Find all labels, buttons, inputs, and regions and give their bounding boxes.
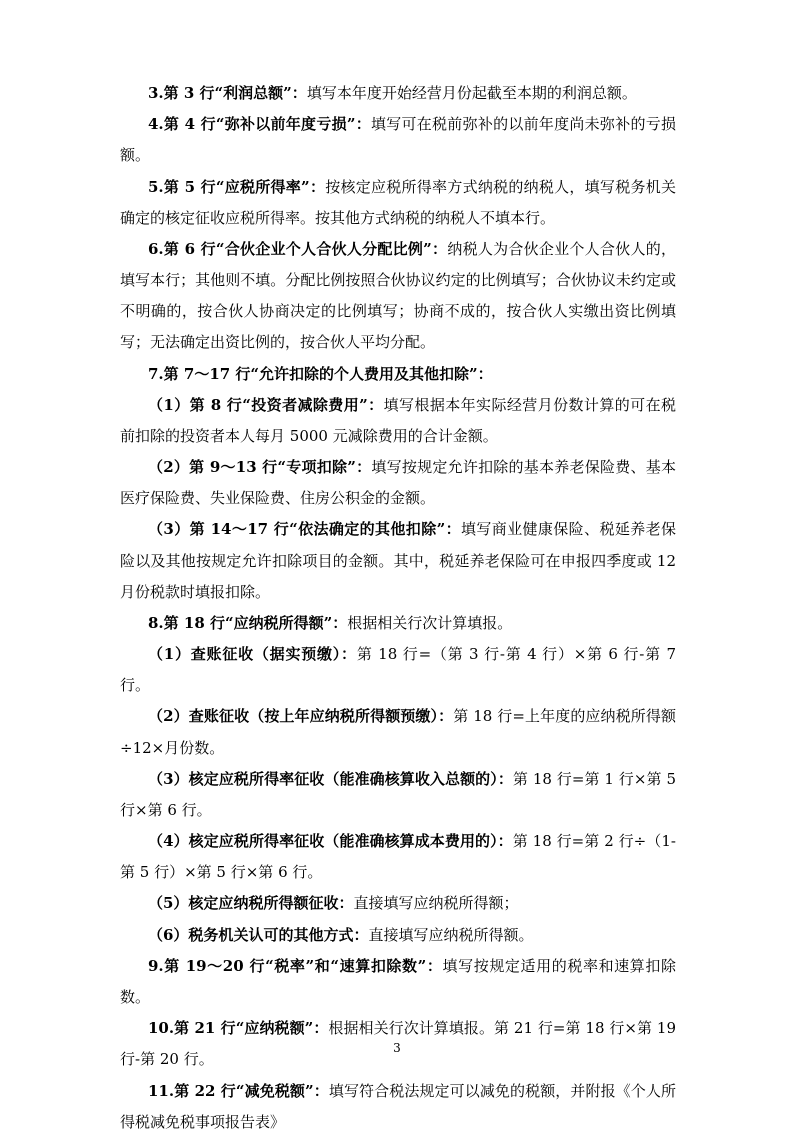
item-heading: 10.第 21 行“应纳税额”：	[148, 1019, 329, 1038]
paragraph-line-3	[120, 78, 676, 109]
item-text: 第 18 行=第 1 行×第 5 行×第 6 行。	[120, 769, 676, 819]
paragraph-method-4	[120, 826, 676, 888]
paragraph-method-2	[120, 701, 676, 763]
item-heading: （4）核定应税所得率征收（能准确核算成本费用的）：	[148, 832, 513, 851]
paragraph-line-6	[120, 234, 676, 359]
item-heading: （3）核定应税所得率征收（能准确核算收入总额的）：	[148, 769, 513, 788]
item-text: 直接填写应纳税所得额；	[353, 894, 519, 913]
item-heading: （5）核定应纳税所得额征收：	[148, 894, 354, 913]
item-text: 按核定应税所得率方式纳税的纳税人，填写税务机关确定的核定征收应税所得率。按其他方式纳税的纳税人不填本行。	[120, 177, 676, 227]
paragraph-line-18	[120, 608, 676, 639]
item-heading: 11.第 22 行“减免税额”：	[148, 1081, 329, 1100]
paragraph-method-6	[120, 920, 676, 951]
item-heading: 3.第 3 行“利润总额”：	[148, 84, 307, 102]
item-text: 填写可在税前弥补的以前年度尚未弥补的亏损额。	[120, 115, 676, 165]
item-text: 第 18 行=（第 3 行-第 4 行）×第 6 行-第 7 行。	[120, 645, 676, 695]
item-heading: 9.第 19～20 行“税率”和“速算扣除数”：	[148, 956, 443, 975]
item-text: 第 18 行=上年度的应纳税所得额÷12×月份数。	[120, 707, 676, 757]
item-text: 填写按规定适用的税率和速算扣除数。	[120, 956, 676, 1006]
item-heading: （1）查账征收（据实预缴）：	[148, 645, 357, 664]
item-text: 填写根据本年实际经营月份数计算的可在税前扣除的投资者本人每月 5000 元减除费用的合计金额。	[120, 395, 676, 445]
item-text: 填写符合税法规定可以减免的税额，并附报《个人所得税减免税事项报告表》	[120, 1081, 676, 1131]
item-text: 纳税人为合伙企业个人合伙人的，填写本行；其他则不填。分配比例按照合伙协议约定的比例填写；合伙协议未约定或不明确的，按合伙人协商决定的比例填写；协商不成的，按合伙人实缴出资比例填写；无法确定出资比例的，按合伙人平均分配。	[120, 239, 676, 352]
paragraph-lines-7-17	[120, 359, 676, 390]
item-heading: （2）查账征收（按上年应纳税所得额预缴）：	[148, 707, 454, 726]
item-heading: 5.第 5 行“应税所得率”：	[148, 177, 326, 196]
paragraph-line-22	[120, 1076, 676, 1138]
item-text: 填写本年度开始经营月份起截至本期的利润总额。	[306, 84, 637, 102]
item-heading: （6）税务机关认可的其他方式：	[148, 925, 369, 944]
item-heading: （3）第 14～17 行“依法确定的其他扣除”：	[148, 520, 461, 539]
paragraph-lines-19-20	[120, 951, 676, 1013]
item-text: 填写按规定允许扣除的基本养老保险费、基本医疗保险费、失业保险费、住房公积金的金额。	[120, 458, 676, 508]
paragraph-line-5	[120, 172, 676, 234]
item-heading: 4.第 4 行“弥补以前年度亏损”：	[148, 115, 371, 134]
page-number: 3	[393, 1041, 401, 1055]
paragraph-method-1	[120, 639, 676, 701]
item-text: 填写商业健康保险、税延养老保险以及其他按规定允许扣除项目的金额。其中，税延养老保险可在申报四季度或 12 月份税款时填报扣除。	[120, 520, 676, 601]
item-heading: 7.第 7～17 行“允许扣除的个人费用及其他扣除”：	[148, 364, 493, 383]
paragraph-line-4	[120, 109, 676, 171]
item-text: 根据相关行次计算填报。第 21 行=第 18 行×第 19 行-第 20 行。	[120, 1019, 676, 1069]
item-heading: （2）第 9～13 行“专项扣除”：	[148, 458, 372, 477]
document-body	[120, 78, 676, 1138]
paragraph-sub-2-lines-9-13	[120, 452, 676, 514]
paragraph-method-5	[120, 888, 676, 919]
paragraph-method-3	[120, 764, 676, 826]
paragraph-sub-1-line-8	[120, 390, 676, 452]
item-text: 第 18 行=第 2 行÷（1-第 5 行）×第 5 行×第 6 行。	[120, 832, 676, 882]
item-text: 根据相关行次计算填报。	[347, 613, 513, 632]
item-heading: 8.第 18 行“应纳税所得额”：	[148, 613, 348, 632]
item-text: 直接填写应纳税所得额。	[368, 925, 534, 944]
item-heading: 6.第 6 行“合伙企业个人合伙人分配比例”：	[148, 239, 448, 258]
item-heading: （1）第 8 行“投资者减除费用”：	[148, 395, 384, 414]
paragraph-sub-3-lines-14-17	[120, 514, 676, 608]
